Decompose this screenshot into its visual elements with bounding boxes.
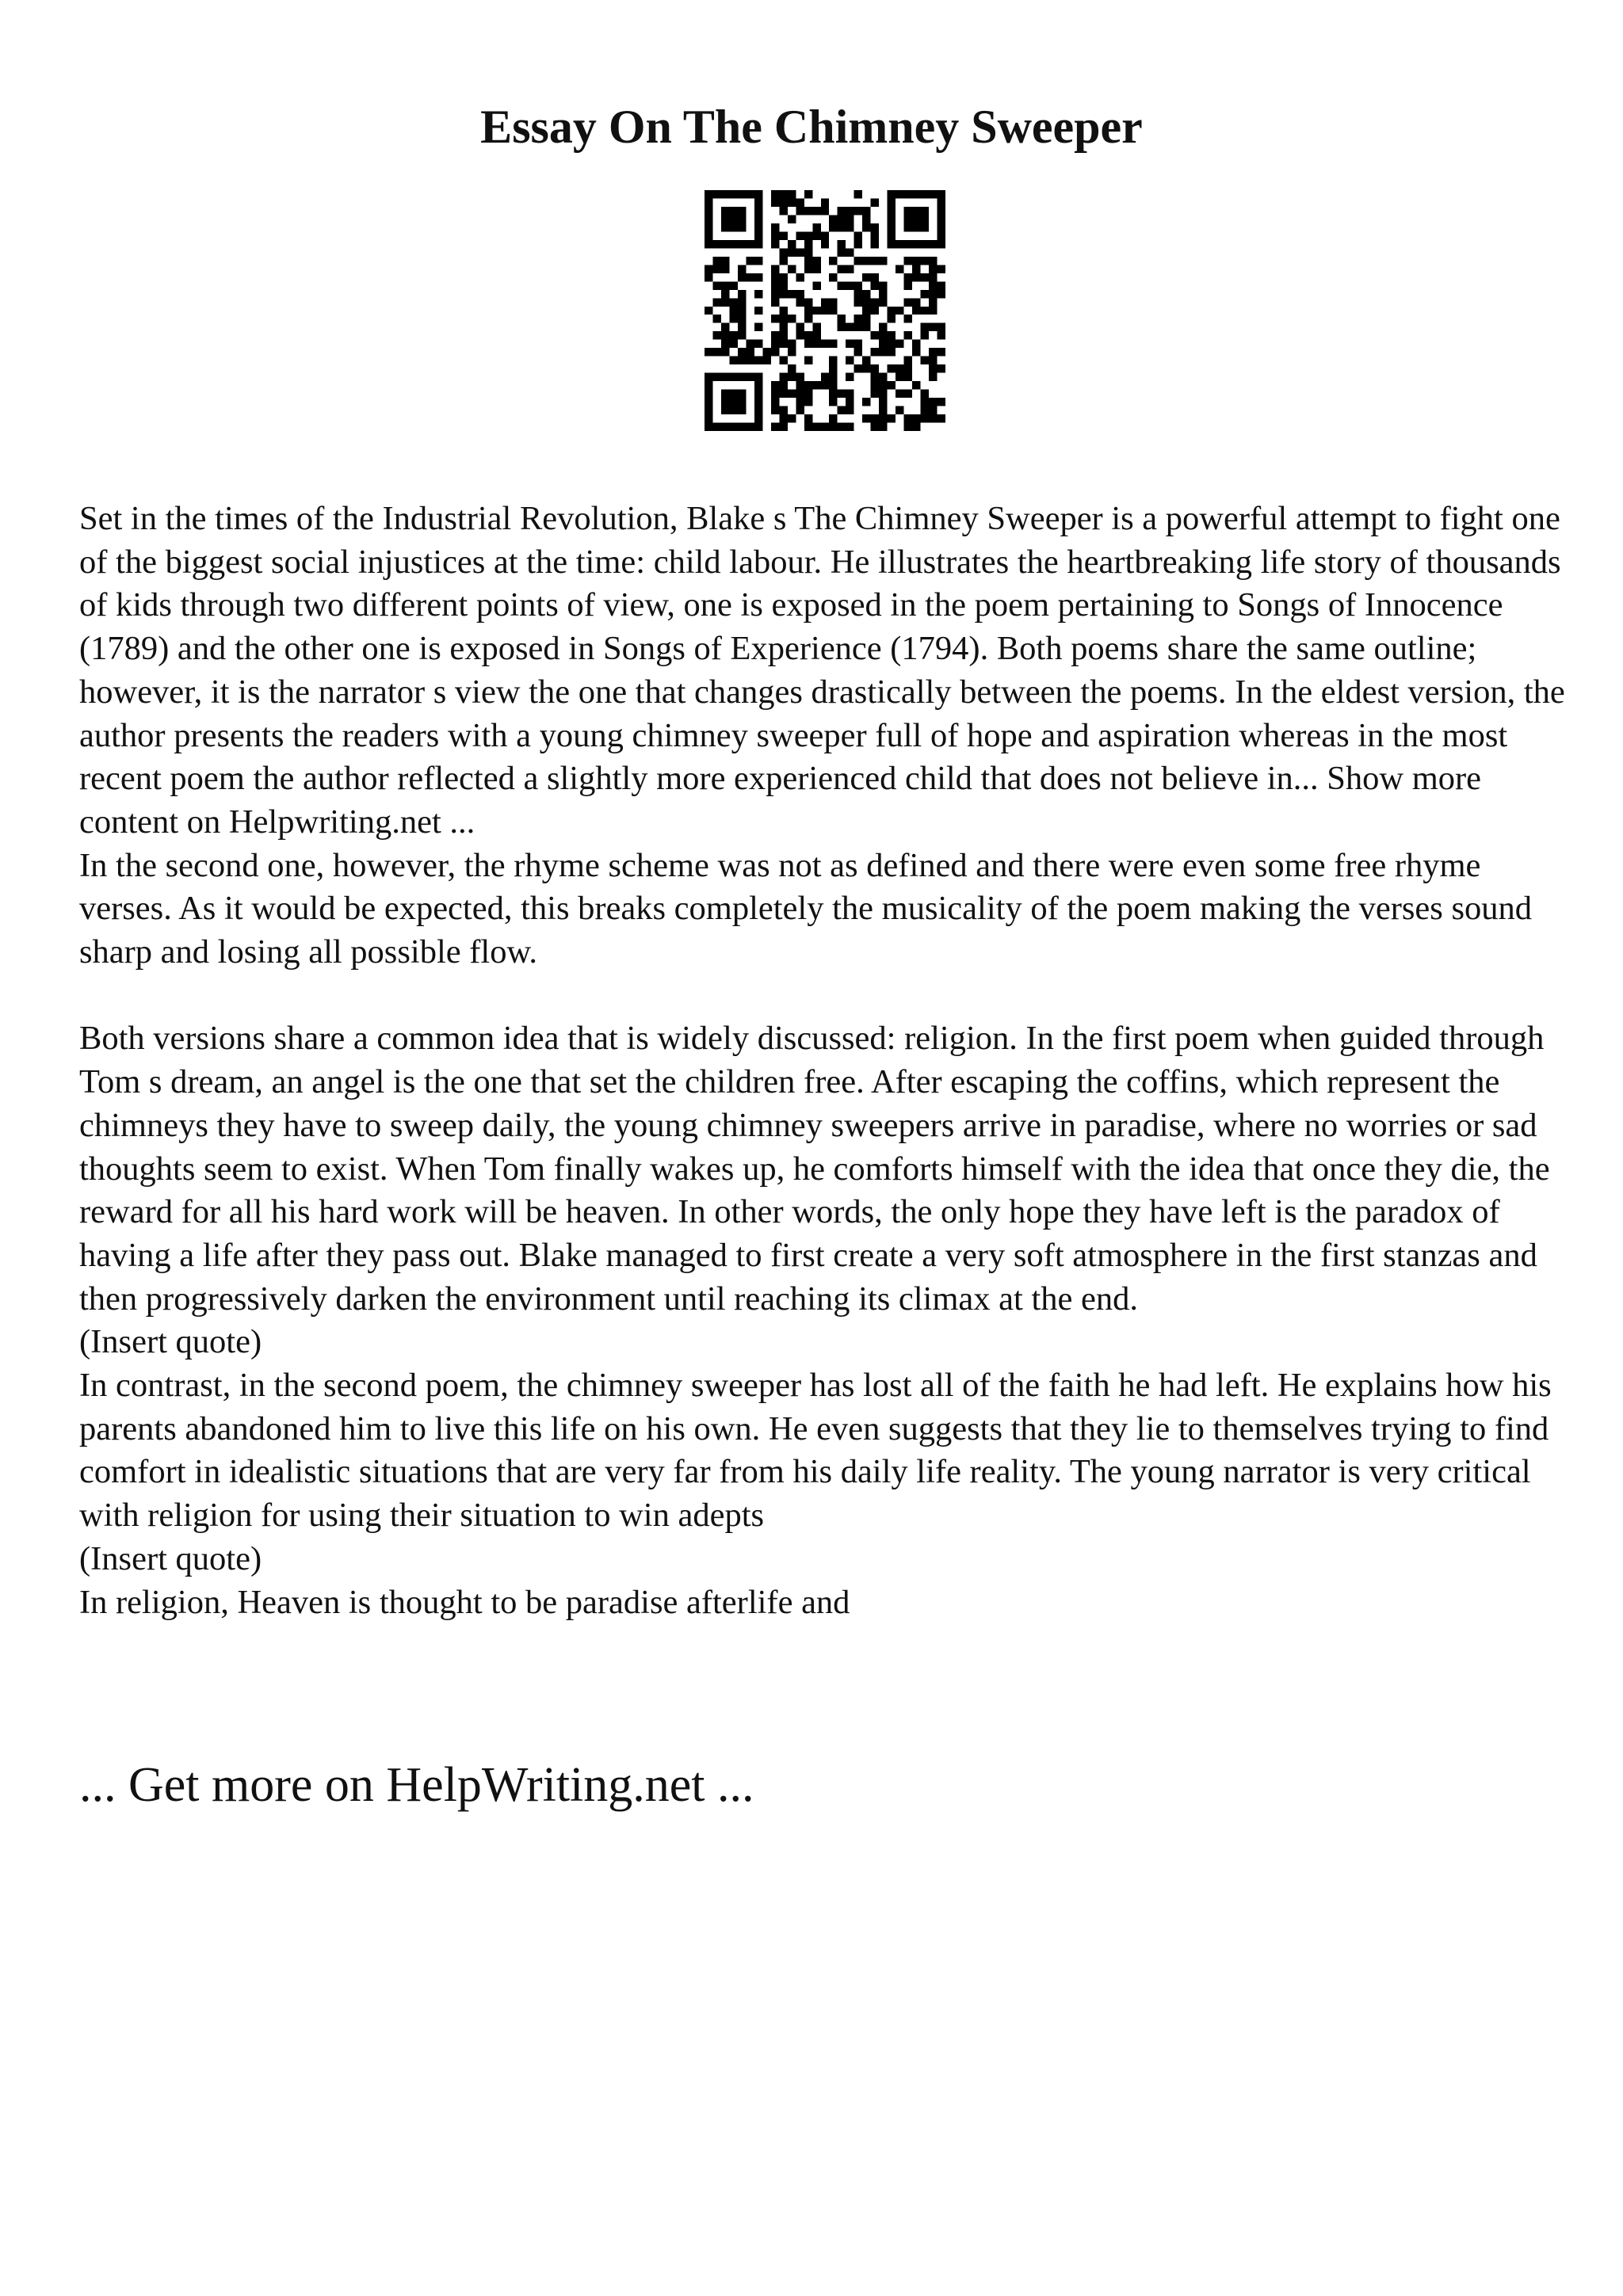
- get-more-link[interactable]: ... Get more on HelpWriting.net ...: [79, 1758, 754, 1812]
- insert-quote-note: (Insert quote): [79, 1539, 262, 1577]
- paragraph: In the second one, however, the rhyme scheme was not as defined and there were even some free rhyme verses. As it would be expected, this breaks completely the musicality of the poem making the verses sound sharp and losing all possible flow.: [79, 846, 1532, 971]
- document-title: Essay On The Chimney Sweeper: [480, 101, 1143, 153]
- insert-quote-note: (Insert quote): [79, 1323, 262, 1361]
- essay-body: [79, 498, 1569, 1624]
- paragraph: In contrast, in the second poem, the chimney sweeper has lost all of the faith he had left. He explains how his parents abandoned him to live this life on his own. He even suggests that they lie to themselves trying to find comfort in idealistic situations that are very far from his daily life reality. The young narrator is very critical with religion for using their situation to win adepts: [79, 1367, 1552, 1535]
- paragraph: Set in the times of the Industrial Revolution, Blake s The Chimney Sweeper is a powerful attempt to fight one of the biggest social injustices at the time: child labour. He illustrates the heartbreaking life story of thousands of kids through two different points of view, one is exposed in the poem pertaining to Songs of Innocence (1789) and the other one is exposed in Songs of Experience (1794). Both poems share the same outline; however, it is the narrator s view the one that changes drastically between the poems. In the eldest version, the author presents the readers with a young chimney sweeper full of hope and aspiration whereas in the most recent poem the author reflected a slightly more experienced child that does not believe in... Show more content on Helpwriting.net ...: [79, 500, 1565, 841]
- paragraph: Both versions share a common idea that is widely discussed: religion. In the first poem when guided through Tom s dream, an angel is the one that set the children free. After escaping the coffins, which represent the chimneys they have to sweep daily, the young chimney sweepers arrive in paradise, where no worries or sad thoughts seem to exist. When Tom finally wakes up, he comforts himself with the idea that once they die, the reward for all his hard work will be heaven. In other words, the only hope they have left is the paradox of having a life after they pass out. Blake managed to first create a very soft atmosphere in the first stanzas and then progressively darken the environment until reaching its climax at the end.: [79, 1020, 1550, 1318]
- paragraph: In religion, Heaven is thought to be paradise afterlife and: [79, 1583, 850, 1621]
- paragraph-spacer: [79, 974, 1569, 1018]
- qr-code-icon: [705, 190, 945, 431]
